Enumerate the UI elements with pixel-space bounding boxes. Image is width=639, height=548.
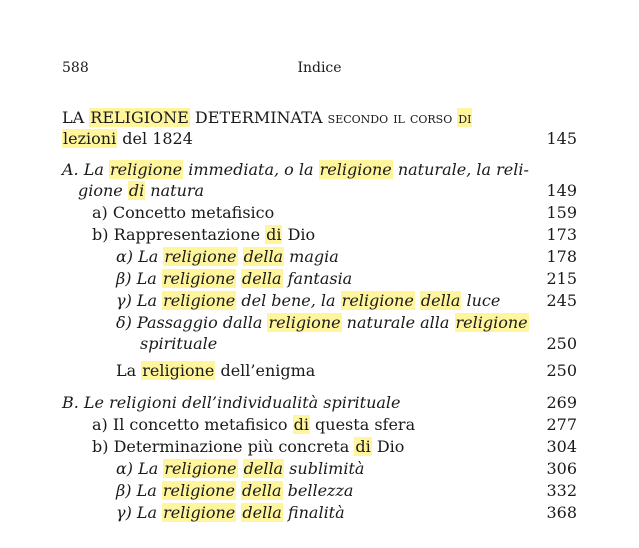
highlighted-term: di bbox=[293, 415, 309, 434]
highlighted-term: religione bbox=[109, 160, 183, 179]
entry-text: spirituale bbox=[140, 334, 218, 353]
toc-page-4: 159 bbox=[546, 203, 577, 222]
highlighted-term: di bbox=[266, 225, 282, 244]
entry-text: β) La bbox=[116, 481, 162, 500]
highlighted-term: di bbox=[355, 437, 371, 456]
entry-text: sublimità bbox=[284, 459, 365, 478]
toc-entry-16 bbox=[116, 481, 353, 501]
toc-entry-11 bbox=[116, 361, 315, 381]
highlighted-term: religione bbox=[142, 361, 215, 380]
entry-text: finalità bbox=[282, 503, 345, 522]
toc-entry-15 bbox=[116, 459, 364, 479]
toc-page-1: 145 bbox=[546, 129, 577, 148]
running-header-title: Indice bbox=[297, 60, 342, 76]
toc-entry-7 bbox=[116, 269, 352, 289]
toc-page-7: 215 bbox=[546, 269, 577, 288]
highlighted-term: religione bbox=[319, 160, 392, 179]
entry-text: b) Rappresentazione bbox=[92, 225, 266, 244]
entry-text: α) La bbox=[116, 459, 164, 478]
entry-text: α) La bbox=[116, 247, 164, 266]
toc-entry-8 bbox=[116, 291, 500, 311]
toc-entry-3 bbox=[78, 181, 204, 201]
entry-text: bellezza bbox=[282, 481, 354, 500]
highlighted-term: religione bbox=[162, 269, 235, 288]
entry-text: immediata, o la bbox=[183, 160, 319, 179]
entry-text: LA bbox=[62, 108, 90, 127]
highlighted-term: religione bbox=[163, 503, 236, 522]
highlighted-term: religione bbox=[163, 291, 236, 310]
highlighted-term: religione bbox=[162, 481, 235, 500]
highlighted-term: religione bbox=[268, 313, 341, 332]
toc-entry-10 bbox=[140, 334, 217, 354]
entry-text: questa sfera bbox=[309, 415, 416, 434]
toc-page-5: 173 bbox=[546, 225, 577, 244]
toc-entry-2 bbox=[62, 160, 529, 180]
entry-text: a) Concetto metafisico bbox=[92, 203, 275, 222]
highlighted-term: della bbox=[242, 481, 282, 500]
entry-text: La bbox=[116, 361, 142, 380]
entry-text: gione bbox=[78, 181, 128, 200]
toc-page-12: 269 bbox=[546, 393, 577, 412]
highlighted-term: RELIGIONE bbox=[90, 108, 189, 127]
entry-text: magia bbox=[284, 247, 339, 266]
toc-entry-17 bbox=[116, 503, 345, 523]
entry-text: del 1824 bbox=[117, 129, 193, 148]
entry-text: Dio bbox=[282, 225, 316, 244]
entry-text: luce bbox=[461, 291, 501, 310]
toc-page-14: 304 bbox=[546, 437, 577, 456]
toc-entry-0 bbox=[62, 108, 472, 128]
entry-text: naturale alla bbox=[341, 313, 455, 332]
toc-entry-6 bbox=[116, 247, 339, 267]
toc-page-3: 149 bbox=[546, 181, 577, 200]
toc-page-13: 277 bbox=[546, 415, 577, 434]
entry-text: natura bbox=[145, 181, 205, 200]
highlighted-term: della bbox=[243, 247, 284, 266]
running-header-page-number: 588 bbox=[62, 60, 89, 76]
toc-page-11: 250 bbox=[546, 361, 577, 380]
highlighted-term: religione bbox=[341, 291, 414, 310]
toc-page-6: 178 bbox=[546, 247, 577, 266]
toc-page-15: 306 bbox=[546, 459, 577, 478]
toc-page-8: 245 bbox=[546, 291, 577, 310]
entry-text: del bene, la bbox=[236, 291, 341, 310]
entry-text: La bbox=[83, 160, 109, 179]
entry-text: γ) La bbox=[116, 291, 163, 310]
toc-page-16: 332 bbox=[546, 481, 577, 500]
highlighted-term: lezioni bbox=[63, 129, 117, 148]
entry-text: fantasia bbox=[282, 269, 353, 288]
toc-entry-5 bbox=[92, 225, 315, 245]
highlighted-term: religione bbox=[455, 313, 528, 332]
entry-text: β) La bbox=[116, 269, 162, 288]
entry-text: Dio bbox=[371, 437, 405, 456]
entry-text bbox=[238, 247, 243, 266]
highlighted-term: religione bbox=[164, 459, 237, 478]
highlighted-term: della bbox=[242, 503, 282, 522]
entry-text: γ) La bbox=[116, 503, 163, 522]
highlighted-term: di bbox=[128, 181, 145, 200]
highlighted-term: della bbox=[243, 459, 284, 478]
entry-text: a) Il concetto metafisico bbox=[92, 415, 293, 434]
toc-entry-9 bbox=[116, 313, 529, 333]
entry-text bbox=[238, 459, 243, 478]
highlighted-term: della bbox=[420, 291, 461, 310]
entry-text: δ) Passaggio dalla bbox=[116, 313, 268, 332]
highlighted-term: religione bbox=[164, 247, 237, 266]
toc-page-17: 368 bbox=[546, 503, 577, 522]
highlighted-term: della bbox=[242, 269, 282, 288]
entry-text: b) Determinazione più concreta bbox=[92, 437, 355, 456]
toc-entry-12 bbox=[62, 393, 401, 413]
entry-text: B. Le religioni dell’individualità spirituale bbox=[62, 393, 401, 412]
entry-text: DETERMINATA secondo il corso bbox=[189, 108, 458, 127]
entry-text: dell’enigma bbox=[215, 361, 316, 380]
toc-entry-1 bbox=[62, 129, 193, 149]
entry-text: naturale, la reli- bbox=[392, 160, 529, 179]
toc-entry-13 bbox=[92, 415, 415, 435]
toc-page-10: 250 bbox=[546, 334, 577, 353]
entry-text: A. bbox=[62, 160, 84, 179]
highlighted-term: di bbox=[458, 108, 472, 127]
toc-entry-4 bbox=[92, 203, 274, 223]
toc-entry-14 bbox=[92, 437, 404, 457]
